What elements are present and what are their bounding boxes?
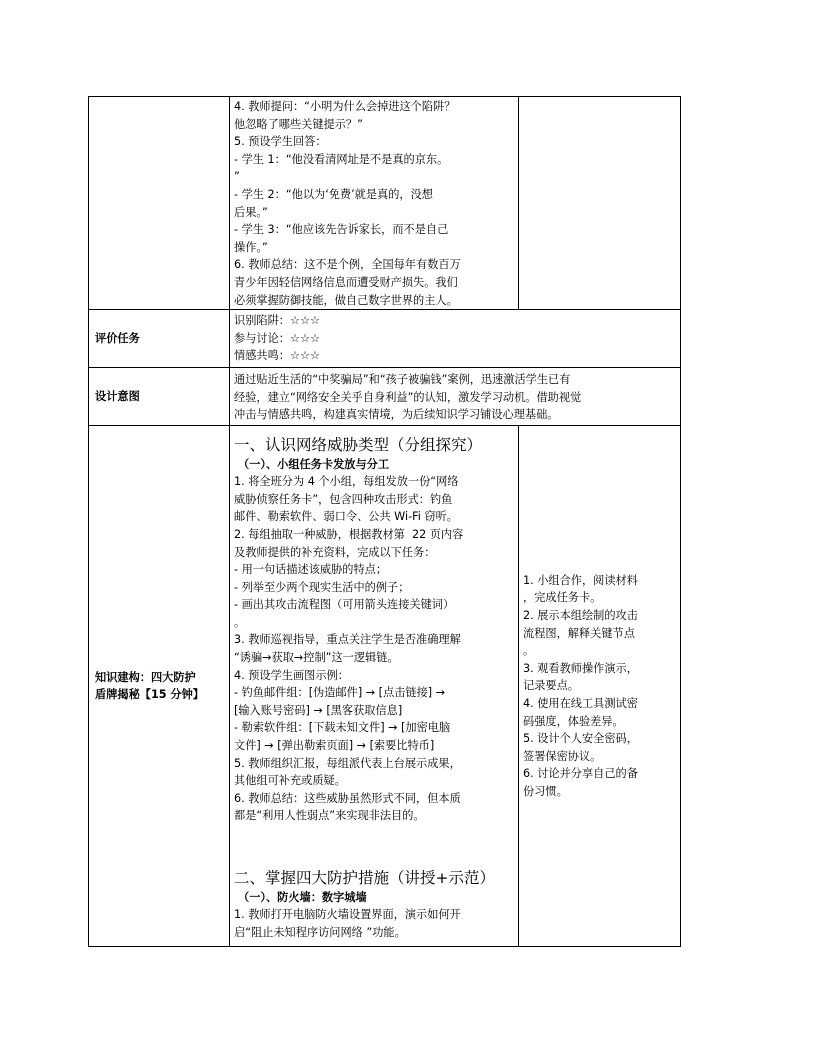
text-line: - 列举至少两个现实生活中的例子；	[234, 580, 410, 594]
lesson-plan-table	[88, 96, 681, 947]
text-line: “诱骗→获取→控制”这一逻辑链。	[234, 651, 399, 665]
student-activity-line: 份习惯。	[523, 784, 568, 798]
text-line: - 钓鱼邮件组：[伪造邮件] → [点击链接] →	[234, 686, 446, 700]
text-line: [输入账号密码] → [黑客获取信息]	[234, 703, 403, 717]
rating-line: 识别陷阱：☆☆☆	[234, 314, 321, 328]
knowledge-student-cell	[519, 426, 681, 947]
text-line: 4. 教师提问：“小明为什么会掉进这个陷阱？	[234, 100, 456, 113]
rating-line: 参与讨论：☆☆☆	[234, 331, 321, 345]
evaluation-content-cell	[230, 310, 681, 368]
table-row-teacher-questions	[89, 97, 681, 310]
text-line: 1. 教师打开电脑防火墙设置界面，演示如何开	[234, 908, 461, 921]
text-line: 。	[234, 615, 246, 629]
student-activity-line: 3. 观看教师操作演示，	[523, 661, 638, 675]
knowledge-label-line: 知识建构：四大防护	[95, 670, 196, 684]
text-line: 经验，建立“网络安全关乎自身利益”的认知，激发学习动机。借助视觉	[234, 390, 582, 404]
table-row-knowledge	[89, 426, 681, 947]
text-line: 6. 教师总结：这不是个例，全国每年有数百万	[234, 258, 461, 272]
section2-subheading: （一）、防火墙：数字城墙	[238, 891, 367, 904]
text-line: - 勒索软件组：[下载未知文件] → [加密电脑	[234, 721, 451, 735]
row1-student-cell	[519, 97, 681, 310]
evaluation-label: 评价任务	[89, 310, 230, 368]
student-activity-line: 记录要点。	[523, 679, 579, 693]
text-line: 启“阻止未知程序访问网络 ”功能。	[234, 925, 406, 939]
text-line: 他忽略了哪些关键提示？”	[234, 117, 363, 131]
row1-content-cell	[230, 97, 519, 310]
student-activity-line: 2. 展示本组绘制的攻击	[523, 608, 638, 622]
student-activity-line: 流程图，解释关键节点	[523, 626, 635, 640]
text-line: 邮件、勒索软件、弱口令、公共 Wi-Fi 窃听。	[234, 510, 458, 524]
design-intent-label: 设计意图	[89, 368, 230, 426]
text-line: 及教师提供的补充资料，完成以下任务：	[234, 545, 436, 559]
text-line: 3. 教师巡视指导，重点关注学生是否准确理解	[234, 633, 461, 647]
section2-heading: 二、掌握四大防护措施（讲授+示范）	[234, 869, 495, 887]
knowledge-teacher-cell	[230, 426, 519, 947]
text-line: 操作。”	[234, 240, 268, 254]
text-line: 都是“利用人性弱点”来实现非法目的。	[234, 809, 425, 823]
student-activity-line: 6. 讨论并分享自己的备	[523, 767, 638, 781]
text-line: 5. 教师组织汇报，每组派代表上台展示成果，	[234, 756, 461, 770]
knowledge-label-line: 盾牌揭秘【15 分钟】	[95, 688, 204, 702]
text-line: 青少年因轻信网络信息而遭受财产损失。我们	[234, 275, 458, 289]
text-line: - 学生 3：“他应该先告诉家长，而不是自己	[234, 223, 449, 237]
text-line: - 学生 2：“他以为‘免费’就是真的，没想	[234, 187, 433, 201]
text-line: 通过贴近生活的“中奖骗局”和“孩子被骗钱”案例，迅速激活学生已有	[234, 373, 571, 387]
design-intent-content-cell	[230, 368, 681, 426]
text-line: ”	[234, 170, 240, 184]
row1-label-cell	[89, 97, 230, 310]
rating-line: 情感共鸣：☆☆☆	[234, 349, 321, 363]
text-line: 后果。”	[234, 205, 268, 219]
knowledge-label-cell	[89, 426, 230, 947]
section1-subheading: （一）、小组任务卡发放与分工	[238, 458, 390, 472]
text-line: - 学生 1：“他没看清网址是不是真的京东。	[234, 152, 449, 166]
table-row-design-intent	[89, 368, 681, 426]
text-line: - 用一句话描述该威胁的特点；	[234, 563, 388, 577]
text-line: 冲击与情感共鸣，构建真实情境，为后续知识学习铺设心理基础。	[234, 408, 559, 422]
student-activity-line: 4. 使用在线工具测试密	[523, 696, 638, 710]
text-line: 威胁侦察任务卡”，包含四种攻击形式：钓鱼	[234, 492, 453, 506]
section-spacer	[234, 825, 514, 865]
text-line: 5. 预设学生回答：	[234, 135, 327, 149]
text-line: 6. 教师总结：这些威胁虽然形式不同，但本质	[234, 791, 461, 805]
text-line: - 画出其攻击流程图（可用箭头连接关键词）	[234, 598, 455, 612]
text-line: 2. 每组抽取一种威胁，根据教材第 22 页内容	[234, 527, 464, 541]
student-activity-line: ，完成任务卡。	[523, 591, 602, 605]
table-row-evaluation	[89, 310, 681, 368]
text-line: 4. 预设学生画图示例：	[234, 668, 349, 682]
student-activity-line: 签署保密协议。	[523, 749, 602, 763]
text-line: 必须掌握防御技能，做自己数字世界的主人。	[234, 293, 458, 307]
section1-heading: 一、认识网络威胁类型（分组探究）	[234, 436, 483, 455]
student-activity-line: 。	[523, 644, 535, 658]
student-activity-line: 5. 设计个人安全密码，	[523, 732, 638, 746]
text-line: 文件] → [弹出勒索页面] → [索要比特币]	[234, 739, 435, 753]
student-activity-line: 1. 小组合作，阅读材料	[523, 573, 638, 587]
text-line: 1. 将全班分为 4 个小组，每组发放一份“网络	[234, 475, 459, 489]
student-activity-line: 码强度，体验差异。	[523, 714, 624, 728]
text-line: 其他组可补充或质疑。	[234, 774, 346, 788]
